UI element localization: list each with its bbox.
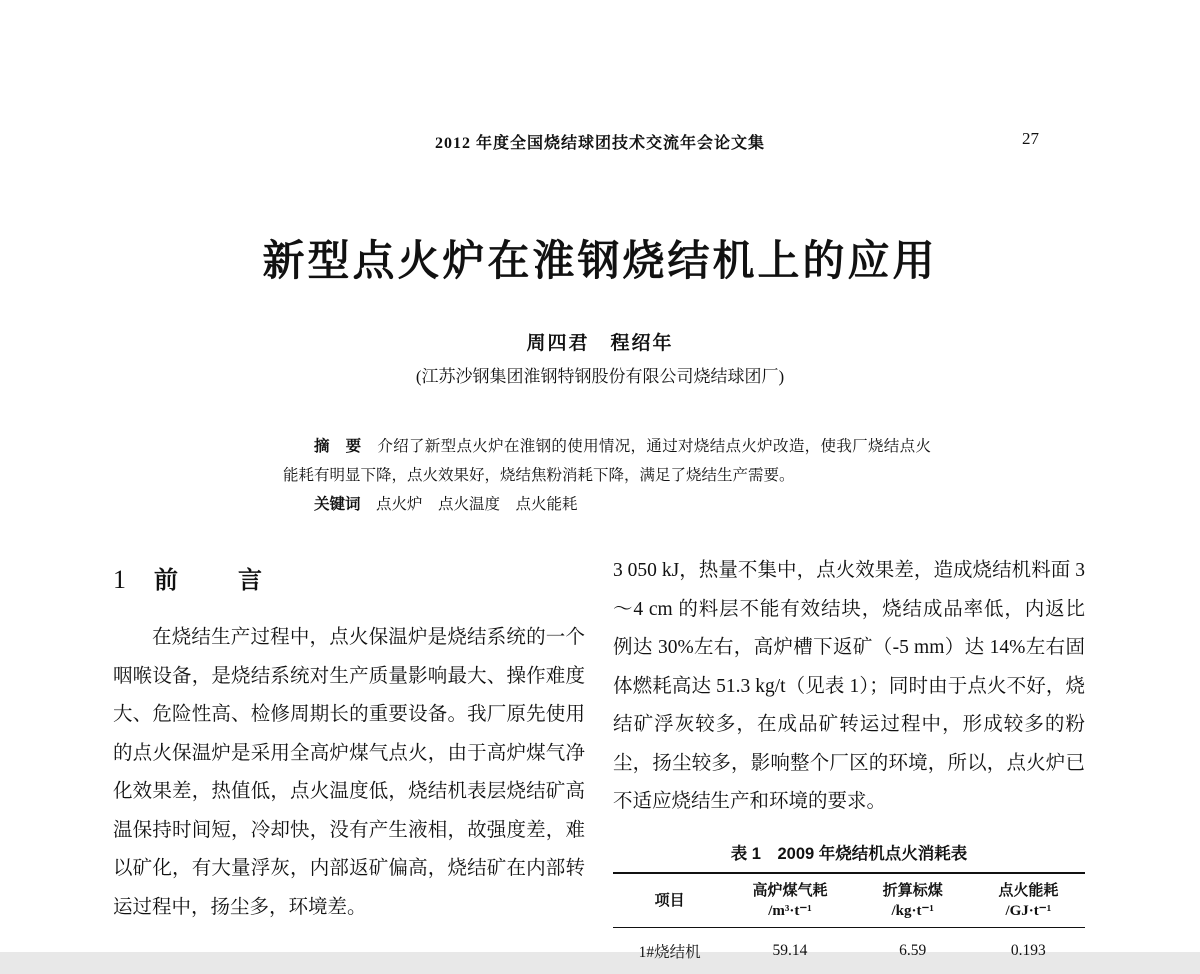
affiliation: (江苏沙钢集团淮钢特钢股份有限公司烧结球团厂) [415,367,785,386]
abstract-paragraph [283,432,931,490]
keywords-text: 点火炉 点火温度 点火能耗 [376,496,578,513]
abstract-label: 摘 要 [314,438,362,455]
abstract-block [283,432,931,519]
table-1 [613,872,1085,974]
abstract-text: 介绍了新型点火炉在淮钢的使用情况，通过对烧结点火炉改造，使我厂烧结点火能耗有明显下降，点火效果好，烧结焦粉消耗下降，满足了烧结生产需要。 [283,438,931,484]
section-1-paragraph: 在烧结生产过程中，点火保温炉是烧结系统的一个咽喉设备，是烧结系统对生产质量影响最大、操作难度大、危险性高、检修周期长的重要设备。我厂原先使用的点火保温炉是采用全高炉煤气点火，由于高炉煤气净化效果差，热值低，点火温度低，烧结机表层烧结矿高温保持时间短，冷却快，没有产生液相，故强度差，难以矿化，有大量浮灰，内部返矿偏高，烧结矿在内部转运过程中，扬尘多，环境差。 [113,627,585,918]
page-number: 27 [1022,129,1039,148]
table-header-bf-gas: 高炉煤气耗 /m³·t⁻¹ [752,883,828,919]
table-header-ignition-energy: 点火能耗 /GJ·t⁻¹ [998,883,1059,919]
keywords-label: 关键词 [314,496,361,513]
running-head-journal: 2012 年度全国烧结球团技术交流年会论文集 [434,135,765,152]
table-header-item: 项目 [654,893,685,909]
table-cell-energy-value: 0.193 [1010,942,1046,959]
table-cell-machine: 1#烧结机 [638,944,701,961]
table-1-header-row [613,874,1085,928]
paper-title: 新型点火炉在淮钢烧结机上的应用 [262,237,938,284]
section-1-number: 1 [113,565,126,594]
table-row [613,928,1085,974]
section-1-title: 前 言 [154,567,280,594]
keywords-line [283,490,931,519]
table-cell-gas-value: 59.14 [772,942,808,959]
table-1-caption: 表 1 2009 年烧结机点火消耗表 [730,845,968,863]
section-1-heading [113,560,585,595]
continuation-paragraph: 3 050 kJ，热量不集中，点火效果差，造成烧结机料面 3～4 cm 的料层不能有效结块，烧结成品率低，内返比例达 30%左右，高炉槽下返矿（-5 mm）达 14%左右固体燃耗高达 51.3 kg/t（见表 1）；同时由于点火不好，烧结矿浮灰较多，在成品矿转运过程中，形成较多的粉尘，扬尘较多，影响整个厂区的环境，所以，点火炉已不适应烧结生产和环境的要求。 [613,560,1085,812]
left-column [113,560,585,927]
table-cell-coal-value: 6.59 [899,942,927,959]
authors: 周四君 程绍年 [526,333,674,354]
right-column [613,552,1085,822]
table-header-std-coal: 折算标煤 /kg·t⁻¹ [882,883,943,919]
